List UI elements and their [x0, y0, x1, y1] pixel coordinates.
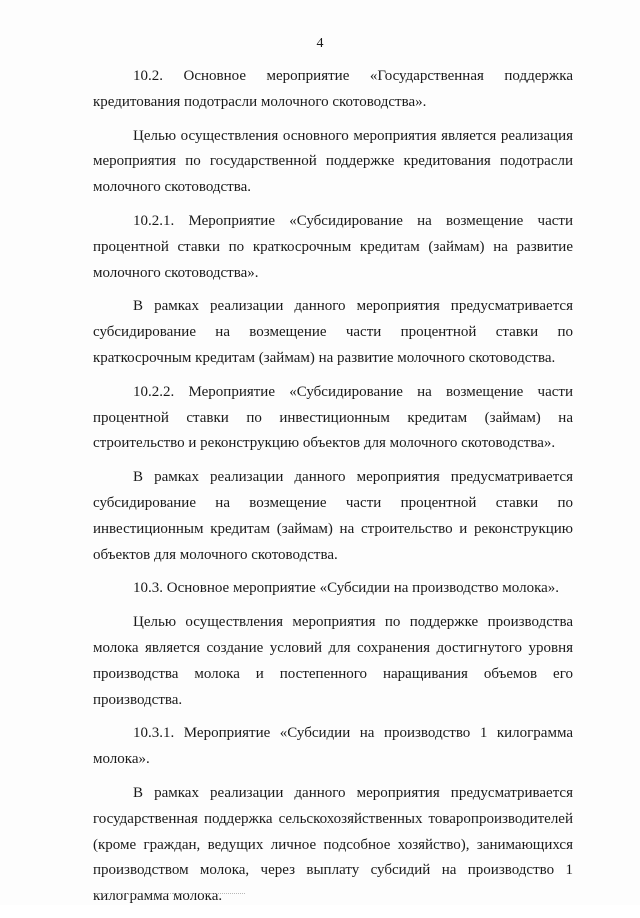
scan-edge-line	[95, 893, 245, 894]
paragraph-10-2-2-body: В рамках реализации данного мероприятия предусматривается субсидирование на возмещение части процентной ставки по инвестиционным кредитам (займам) на строительство и реконструкцию объектов для молочного скотоводства.	[93, 469, 573, 563]
paragraph-10-3-heading: 10.3. Основное мероприятие «Субсидии на производство молока».	[133, 580, 560, 597]
document-body	[93, 64, 573, 918]
paragraph-10-2-2-heading: 10.2.2. Мероприятие «Субсидирование на возмещение части процентной ставки по инвестиционным кредитам (займам) на строительство и реконструкцию объектов для молочного скотоводства».	[93, 383, 573, 452]
paragraph-10-2-1-body: В рамках реализации данного мероприятия предусматривается субсидирование на возмещение части процентной ставки по краткосрочным кредитам (займам) на развитие молочного скотоводства.	[93, 298, 573, 366]
paragraph-10-3-1-heading: 10.3.1. Мероприятие «Субсидии на производство 1 килограмма молока».	[93, 725, 573, 768]
paragraph-10-3-1-body: В рамках реализации данного мероприятия предусматривается государственная поддержка сельскохозяйственных товаропроизводителей (кроме граждан, ведущих личное подсобное хозяйство), занимающихся производством молока, через выплату субсидий на производство 1 килограмма молока.	[93, 784, 573, 905]
paragraph-10-2-heading: 10.2. Основное мероприятие «Государственная поддержка кредитования подотрасли молочного скотоводства».	[93, 68, 573, 110]
paragraph-10-2-1-heading: 10.2.1. Мероприятие «Субсидирование на возмещение части процентной ставки по краткосрочным кредитам (займам) на развитие молочного скотоводства».	[93, 212, 573, 281]
paragraph-10-3-goal: Целью осуществления мероприятия по поддержке производства молока является создание условий для сохранения достигнутого уровня производства молока и постепенного наращивания объемов его производства.	[93, 614, 573, 708]
page-number: 4	[316, 36, 324, 51]
paragraph-10-2-goal: Целью осуществления основного мероприятия является реализация мероприятия по государственной поддержке кредитования подотрасли молочного скотоводства.	[93, 127, 573, 196]
